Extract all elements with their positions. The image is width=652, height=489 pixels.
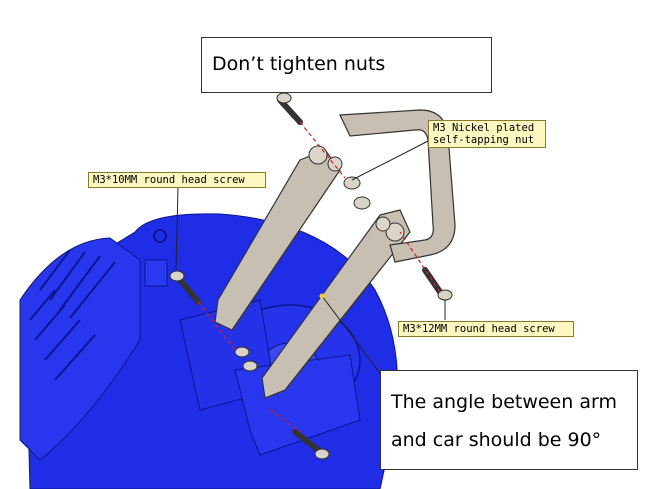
note-angle-line1: The angle between arm [391,391,617,413]
label-m3-12mm-screw: M3*12MM round head screw [398,321,574,337]
note-dont-tighten [201,37,492,93]
label-m3-10mm-screw: M3*10MM round head screw [88,172,266,188]
leader-dot [320,294,325,299]
label-m3-nut: M3 Nickel plated self-tapping nut [428,120,546,148]
bracket-hole [376,217,390,231]
chassis-slot [145,260,167,286]
bracket-hole [328,157,342,171]
note-dont-tighten-text: Don’t tighten nuts [212,53,386,75]
note-angle-line2: and car should be 90° [391,429,602,451]
bracket-hole [309,146,327,164]
note-angle [380,370,638,470]
